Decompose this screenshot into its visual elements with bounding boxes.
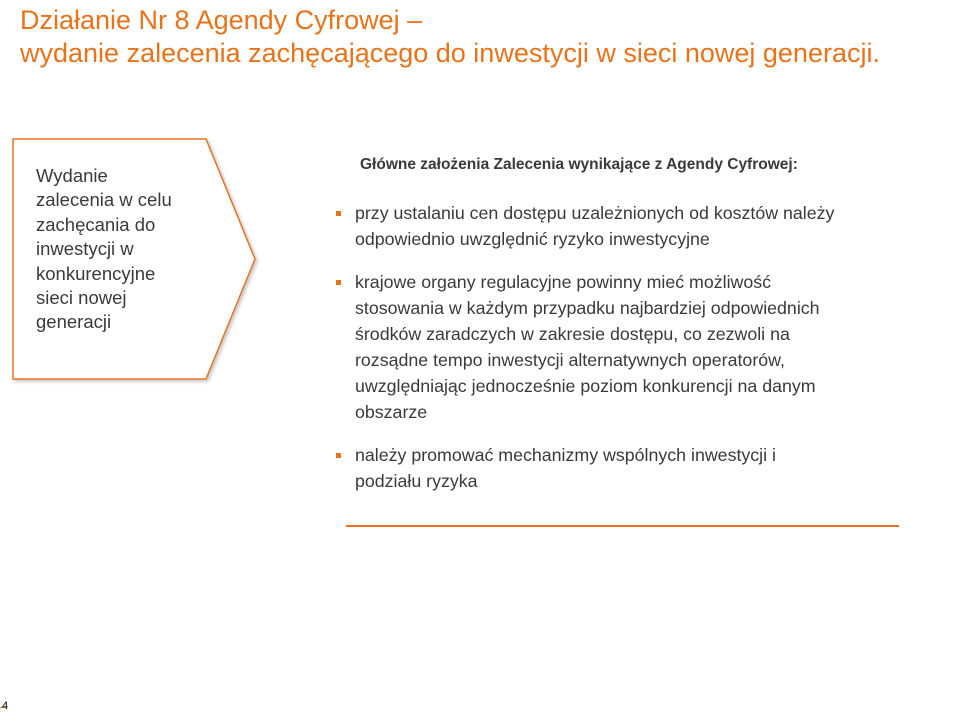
square-bullet-icon (336, 280, 341, 285)
page-number: 4 (2, 700, 9, 712)
chevron-callout-line: inwestycji w (36, 238, 134, 260)
bullet-line: obszarze (355, 402, 428, 422)
chevron-callout-line: zachęcania do (36, 213, 156, 235)
chevron-callout-line: Wydanie (36, 165, 108, 186)
bullet-line: uwzględniając jednocześnie poziom konkurencji na danym (355, 376, 816, 396)
bullet-line: krajowe organy regulacyjne powinny mieć możliwość (355, 272, 772, 292)
square-bullet-icon (336, 453, 341, 458)
slide-title-line-1: Działanie Nr 8 Agendy Cyfrowej – (20, 5, 423, 35)
bullet-line: środków zaradczych w zakresie dostępu, co zezwoli na (355, 324, 790, 344)
bullet-line: odpowiednio uwzględnić ryzyko inwestycyjne (355, 229, 710, 249)
chevron-callout-text (36, 164, 216, 335)
bullet-line: podziału ryzyka (355, 471, 478, 491)
slide-title-line-2: wydanie zalecenia zachęcającego do inwestycji w sieci nowej generacji. (20, 38, 880, 68)
chevron-callout-line: konkurencyjne (36, 262, 156, 284)
horizontal-divider (346, 525, 899, 527)
bullet-item (336, 269, 936, 425)
bullet-list (336, 200, 936, 511)
bullet-line: przy ustalaniu cen dostępu uzależnionych od kosztów należy (355, 203, 835, 223)
section-subheading: Główne założenia Zalecenia wynikające z Agendy Cyfrowej: (360, 156, 798, 173)
bullet-item (336, 442, 936, 494)
chevron-callout-line: generacji (36, 311, 112, 333)
bullet-line: należy promować mechanizmy wspólnych inwestycji i (355, 445, 776, 465)
chevron-callout-line: zalecenia w celu (36, 189, 172, 211)
square-bullet-icon (336, 211, 341, 216)
bullet-line: rozsądne tempo inwestycji alternatywnych operatorów, (355, 350, 785, 370)
bullet-item (336, 200, 936, 252)
bullet-line: stosowania w każdym przypadku najbardziej odpowiednich (355, 298, 820, 318)
chevron-callout-line: sieci nowej (36, 287, 127, 309)
